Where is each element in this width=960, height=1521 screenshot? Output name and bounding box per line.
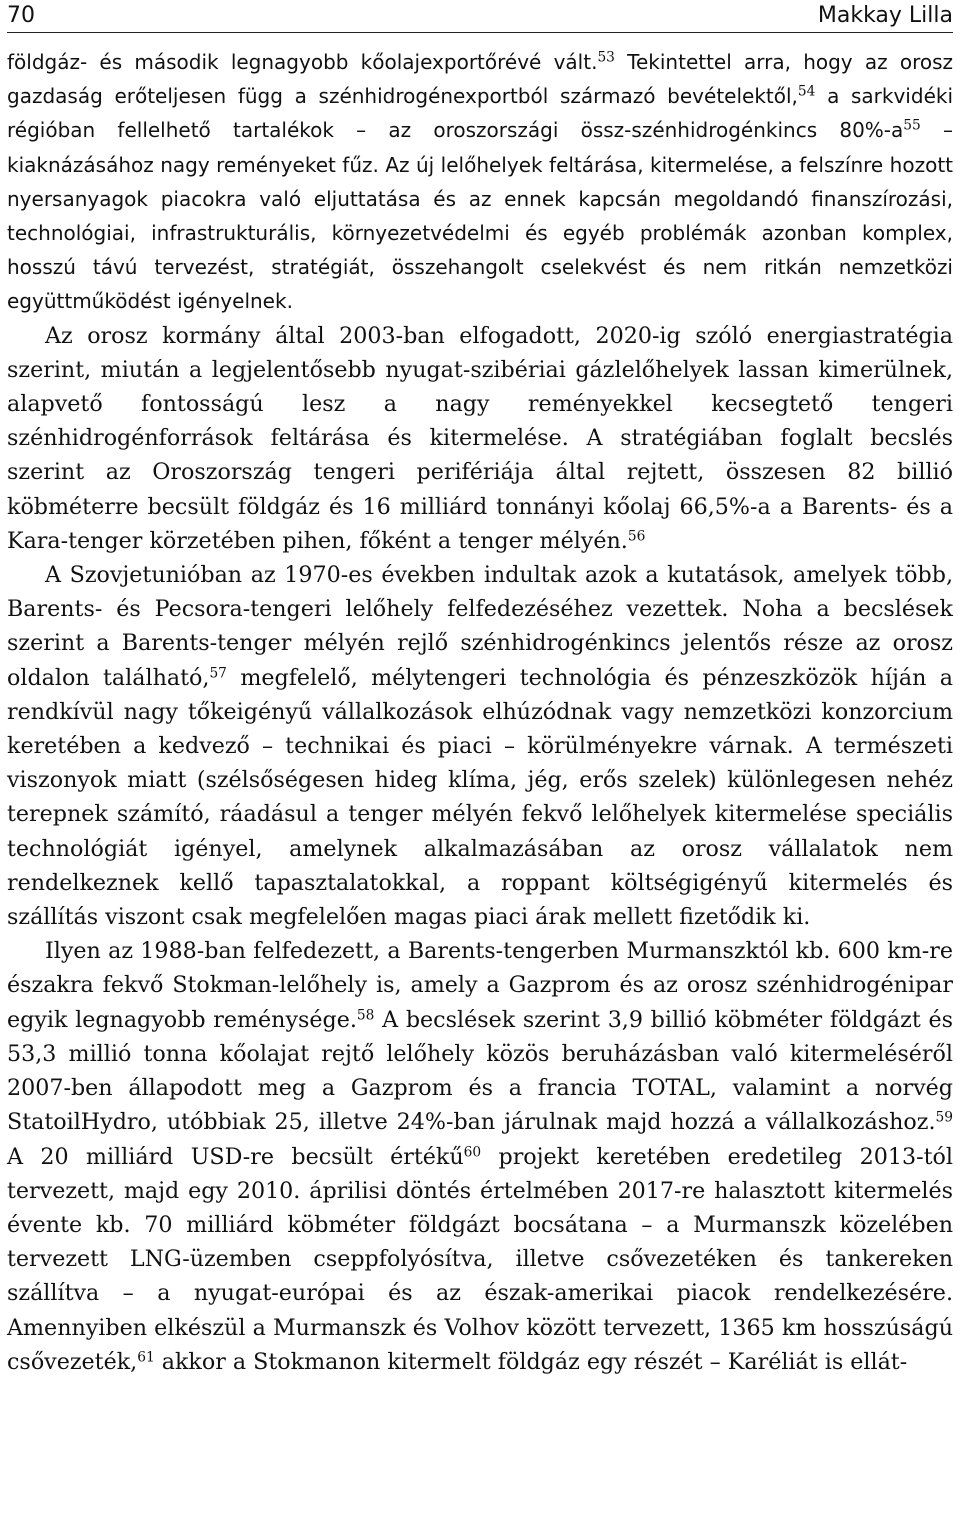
text-segment: Az orosz kormány által 2003-ban elfogadott, 2020-ig szóló energiastratégia szerint, miután a legjelentősebb nyugat-szibériai gázlelőhelyek lassan kimerülnek, alapvető fontosságú lesz a nagy reményekkel kecsegtető tengeri szénhidrogénforrások feltárása és kitermelése. A stratégiában foglalt becslés szerint az Oroszország tengeri perifériája által rejtett, összesen 82 billió köbméterre becsült földgáz és 16 milliárd tonnányi kőolaj 66,5%-a a Barents- és a Kara-tenger körzetében pihen, főként a tenger mélyén.: [7, 322, 953, 554]
text-segment: Tekintettel arra, hogy az orosz gazdaság erőteljesen függ a szénhidrogénexportból származó bevételektől,: [7, 50, 954, 109]
author-name: Makkay Lilla: [817, 3, 953, 28]
document-page: [7, 0, 953, 1379]
footnote-reference: 61: [137, 1349, 155, 1366]
text-segment: A becslések szerint 3,9 billió köbméter földgázt és 53,3 millió tonna kőolajat rejtő lelőhely közös beruházásban való kitermeléséről 2007-ben állapodott meg a Gazprom és a francia TOTAL, valamint a norvég StatoilHydro, utóbbiak 25, illetve 24%-ban járulnak majd hozzá a vállalkozáshoz.: [7, 1006, 953, 1136]
footnote-reference: 58: [356, 1007, 375, 1024]
footnote-reference: 56: [627, 528, 646, 545]
text-segment: Ilyen az 1988-ban felfedezett, a Barents-tengerben Murmanszktól kb. 600 km-re északra fekvő Stokman-lelőhely is, amely a Gazprom és az orosz szénhidrogénipar egyik legnagyobb reménysége.: [7, 938, 953, 1033]
paragraph: [7, 934, 953, 1379]
text-segment: A 20 milliárd USD-re becsült értékű: [7, 1143, 464, 1170]
footnote-reference: 57: [209, 665, 227, 682]
page-number: 70: [7, 3, 35, 28]
text-segment: megfelelő, mélytengeri technológia és pénzeszközök híján a rendkívül nagy tőkeigényű vállalkozások elhúzódnak vagy nemzetközi konzorcium keretében a kedvező – technikai és piaci – körülményekre várnak. A természeti viszonyok miatt (szélsőségesen hideg klíma, jég, erős szelek) különlegesen nehéz terepnek számító, ráadásul a tenger mélyén fekvő lelőhelyek kitermelése speciális technológiát igényel, amelynek alkalmazásában az orosz vállalatok nem rendelkeznek kellő tapasztalatokkal, a roppant költségigényű kitermelés és szállítás viszont csak megfelelően magas piaci árak mellett fizetődik ki.: [7, 664, 953, 931]
text-segment: – kiaknázásához nagy reményeket fűz. Az új lelőhelyek feltárása, kitermelése, a felszínre hozott nyersanyagok piacokra való eljuttatása és az ennek kapcsán megoldandó finanszírozási, technológiai, infrastrukturális, környezetvédelmi és egyéb problémák azonban komplex, hosszú távú tervezést, stratégiát, összehangolt cselekvést és nem ritkán nemzetközi együttműködést igényelnek.: [7, 118, 953, 314]
footnote-reference: 59: [935, 1109, 953, 1126]
text-segment: földgáz- és második legnagyobb kőolajexportőrévé vált.: [7, 50, 598, 74]
running-header: [7, 0, 953, 33]
text-segment: a sarkvidéki régióban fellelhető tartalékok – az oroszországi össz-szénhidrogénkincs 80%-a: [7, 84, 954, 143]
text-segment: projekt keretében eredetileg 2013-tól tervezett, majd egy 2010. áprilisi döntés értelmében 2017-re halasztott kitermelés évente kb. 70 milliárd köbméter földgázt bocsátana – a Murmanszk közelében tervezett LNG-üzemben cseppfolyósítva, illetve csővezetéken és tankereken szállítva – a nyugat-európai és az észak-amerikai piacok rendelkezésére. Amennyiben elkészül a Murmanszk és Volhov között tervezett, 1365 km hosszúságú csővezeték,: [7, 1143, 953, 1375]
footnote-reference: 54: [797, 83, 816, 100]
footnote-reference: 60: [463, 1143, 482, 1160]
body-text: [7, 45, 953, 1379]
paragraph: [7, 45, 953, 319]
footnote-reference: 53: [597, 49, 615, 66]
paragraph: [7, 558, 953, 934]
text-segment: akkor a Stokmanon kitermelt földgáz egy részét – Karéliát is ellát-: [154, 1348, 908, 1375]
paragraph: [7, 319, 953, 558]
text-segment: A Szovjetunióban az 1970-es években indultak azok a kutatások, amelyek több, Barents- és Pecsora-tengeri lelőhely felfedezéséhez vezettek. Noha a becslések szerint a Barents-tenger mélyén rejlő szénhidrogénkincs jelentős része az orosz oldalon található,: [7, 562, 953, 691]
footnote-reference: 55: [903, 117, 921, 134]
